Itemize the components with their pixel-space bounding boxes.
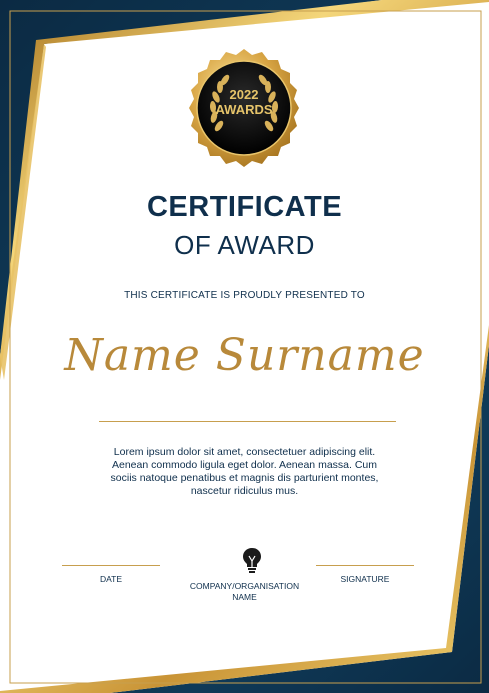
seal-text — [183, 87, 305, 117]
certificate-title: CERTIFICATE — [146, 191, 343, 223]
corner-navy-bottom-right — [110, 345, 489, 693]
certificate-subtitle: OF AWARD — [174, 230, 315, 260]
signature-line — [316, 565, 414, 566]
recipient-name: Name Surname — [64, 330, 425, 381]
description-text: Lorem ipsum dolor sit amet, consectetuer adipiscing elit. Aenean commodo ligula eget dolor. Aenean massa. Cum sociis natoque penatibus et magnis dis parturient montes, nascetur ridiculus mus. — [110, 446, 379, 497]
name-underline — [99, 421, 396, 422]
company-label: COMPANY/ORGANISATION NAME — [189, 581, 300, 602]
presented-to-text: THIS CERTIFICATE IS PROUDLY PRESENTED TO — [124, 290, 365, 301]
seal-label: AWARDS — [215, 102, 273, 117]
signature-label: SIGNATURE — [340, 574, 390, 584]
date-label: DATE — [99, 574, 123, 584]
lightbulb-icon — [241, 546, 263, 574]
date-line — [62, 565, 160, 566]
seal-year: 2022 — [229, 87, 259, 102]
